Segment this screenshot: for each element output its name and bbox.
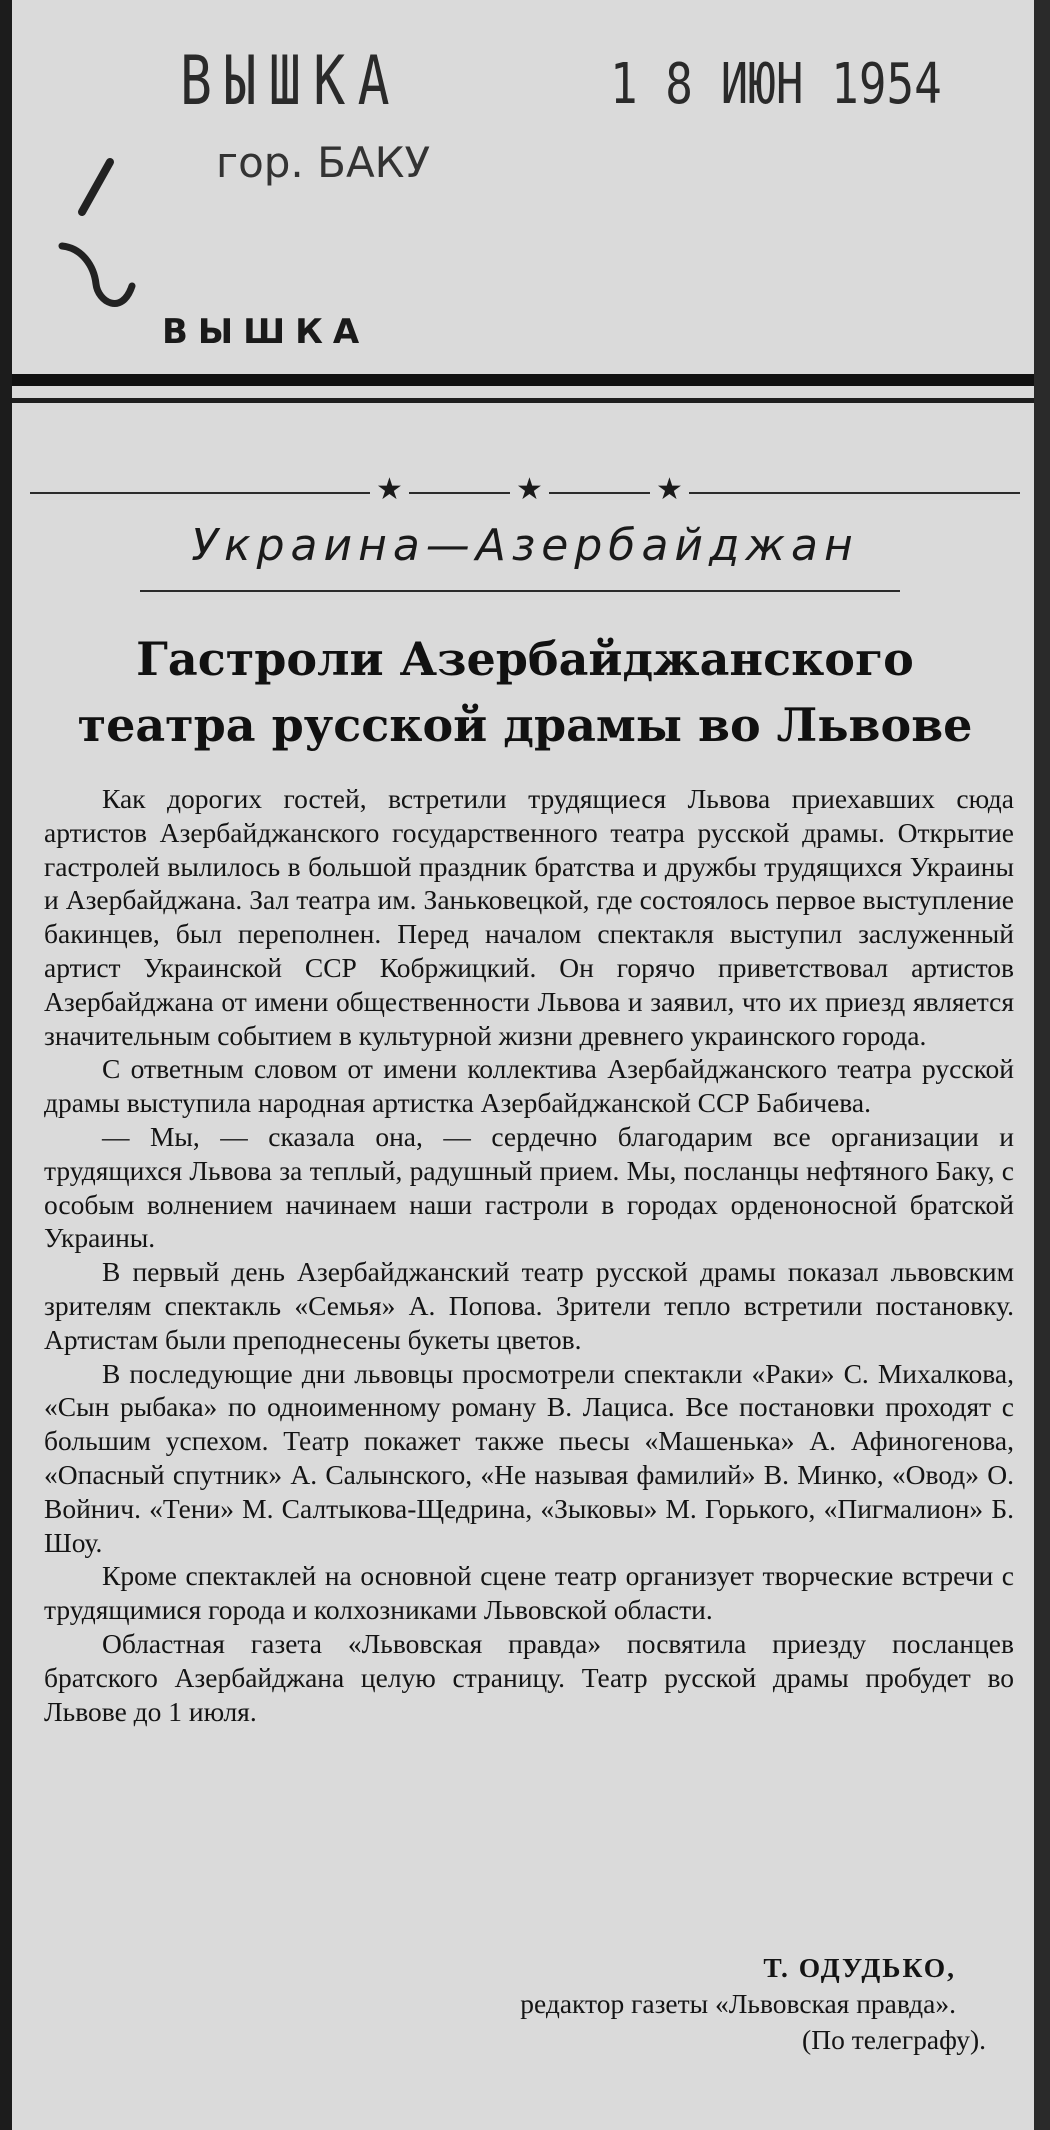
- article-paragraph: В первый день Азербайджанский театр русской драмы показал львовским зрителям спектакль «Семья» А. Попова. Зрители тепло встретили постановку. Артистам были преподнесены букеты цветов.: [44, 1256, 1014, 1355]
- article-headline: Гастроли Азербайджанского театра русской драмы во Львове: [77, 632, 973, 752]
- newspaper-masthead: ВЫШКА: [162, 312, 370, 352]
- star-icon: ★: [370, 472, 409, 507]
- handwritten-mark-icon: [52, 156, 142, 326]
- masthead-rule-thick: [12, 374, 1034, 386]
- article-paragraph: — Мы, — сказала она, — сердечно благодарим все организации и трудящихся Львова за теплый, радушный прием. Мы, посланцы нефтяного Баку, с особым волнением начинаем наши гастроли в городах орденоносной братской Украины.: [44, 1120, 1014, 1254]
- article-paragraph: В последующие дни львовцы просмотрели спектакли «Раки» С. Михалкова, «Сын рыбака» по одноименному роману В. Лациса. Все постановки проходят с большим успехом. Театр покажет также пьесы «Машенька» А. Афиногенова, «Опасный спутник» А. Салынского, «Не называя фамилий» В. Минко, «Овод» О. Войнич. «Тени» М. Салтыкова-Щедрина, «Зыковы» М. Горького, «Пигмалион» Б. Шоу.: [44, 1357, 1014, 1558]
- dispatch-source: (По телеграфу).: [802, 2024, 986, 2055]
- archive-stamp-paper: ВЫШКА: [180, 42, 403, 121]
- rubric-underline: [140, 590, 900, 592]
- section-rubric: Украина—Азербайджан: [191, 520, 859, 571]
- star-icon: ★: [510, 472, 549, 507]
- scan-edge-left: [0, 0, 12, 2130]
- article-paragraph: С ответным словом от имени коллектива Азербайджанского театра русской драмы выступила народная артистка Азербайджанской ССР Бабичева.: [44, 1053, 1014, 1119]
- archive-stamp-city: гор. БАКУ: [216, 138, 431, 187]
- article-body: [44, 782, 1014, 1728]
- masthead-rule-thin: [12, 398, 1034, 403]
- article-paragraph: Как дорогих гостей, встретили трудящиеся Львова приехавших сюда артистов Азербайджанского государственного театра русской драмы. Открытие гастролей вылилось в большой праздник братства и дружбы трудящихся Украины и Азербайджана. Зал театра им. Заньковецкой, где состоялось первое выступление бакинцев, был переполнен. Перед началом спектакля выступил заслуженный артист Украинской ССР Кобржицкий. Он горячо приветствовал артистов Азербайджана от имени общественности Львова и заявил, что их приезд является значительным событием в культурной жизни древнего украинского города.: [44, 783, 1014, 1051]
- archive-stamp-date: 1 8 ИЮН 1954: [610, 52, 942, 117]
- ornamental-star-rule: [30, 472, 1020, 507]
- article-paragraph: Кроме спектаклей на основной сцене театр организует творческие встречи с трудящимися города и колхозниками Львовской области.: [44, 1560, 1014, 1626]
- star-icon: ★: [650, 472, 689, 507]
- author-name: Т. ОДУДЬКО,: [763, 1952, 956, 1983]
- scan-edge-right: [1034, 0, 1050, 2130]
- article-signature: [520, 1950, 986, 2058]
- article-paragraph: Областная газета «Львовская правда» посвятила приезду посланцев братского Азербайджана целую страницу. Театр русской драмы пробудет во Львове до 1 июля.: [44, 1627, 1014, 1727]
- author-role: редактор газеты «Львовская правда».: [520, 1988, 956, 2019]
